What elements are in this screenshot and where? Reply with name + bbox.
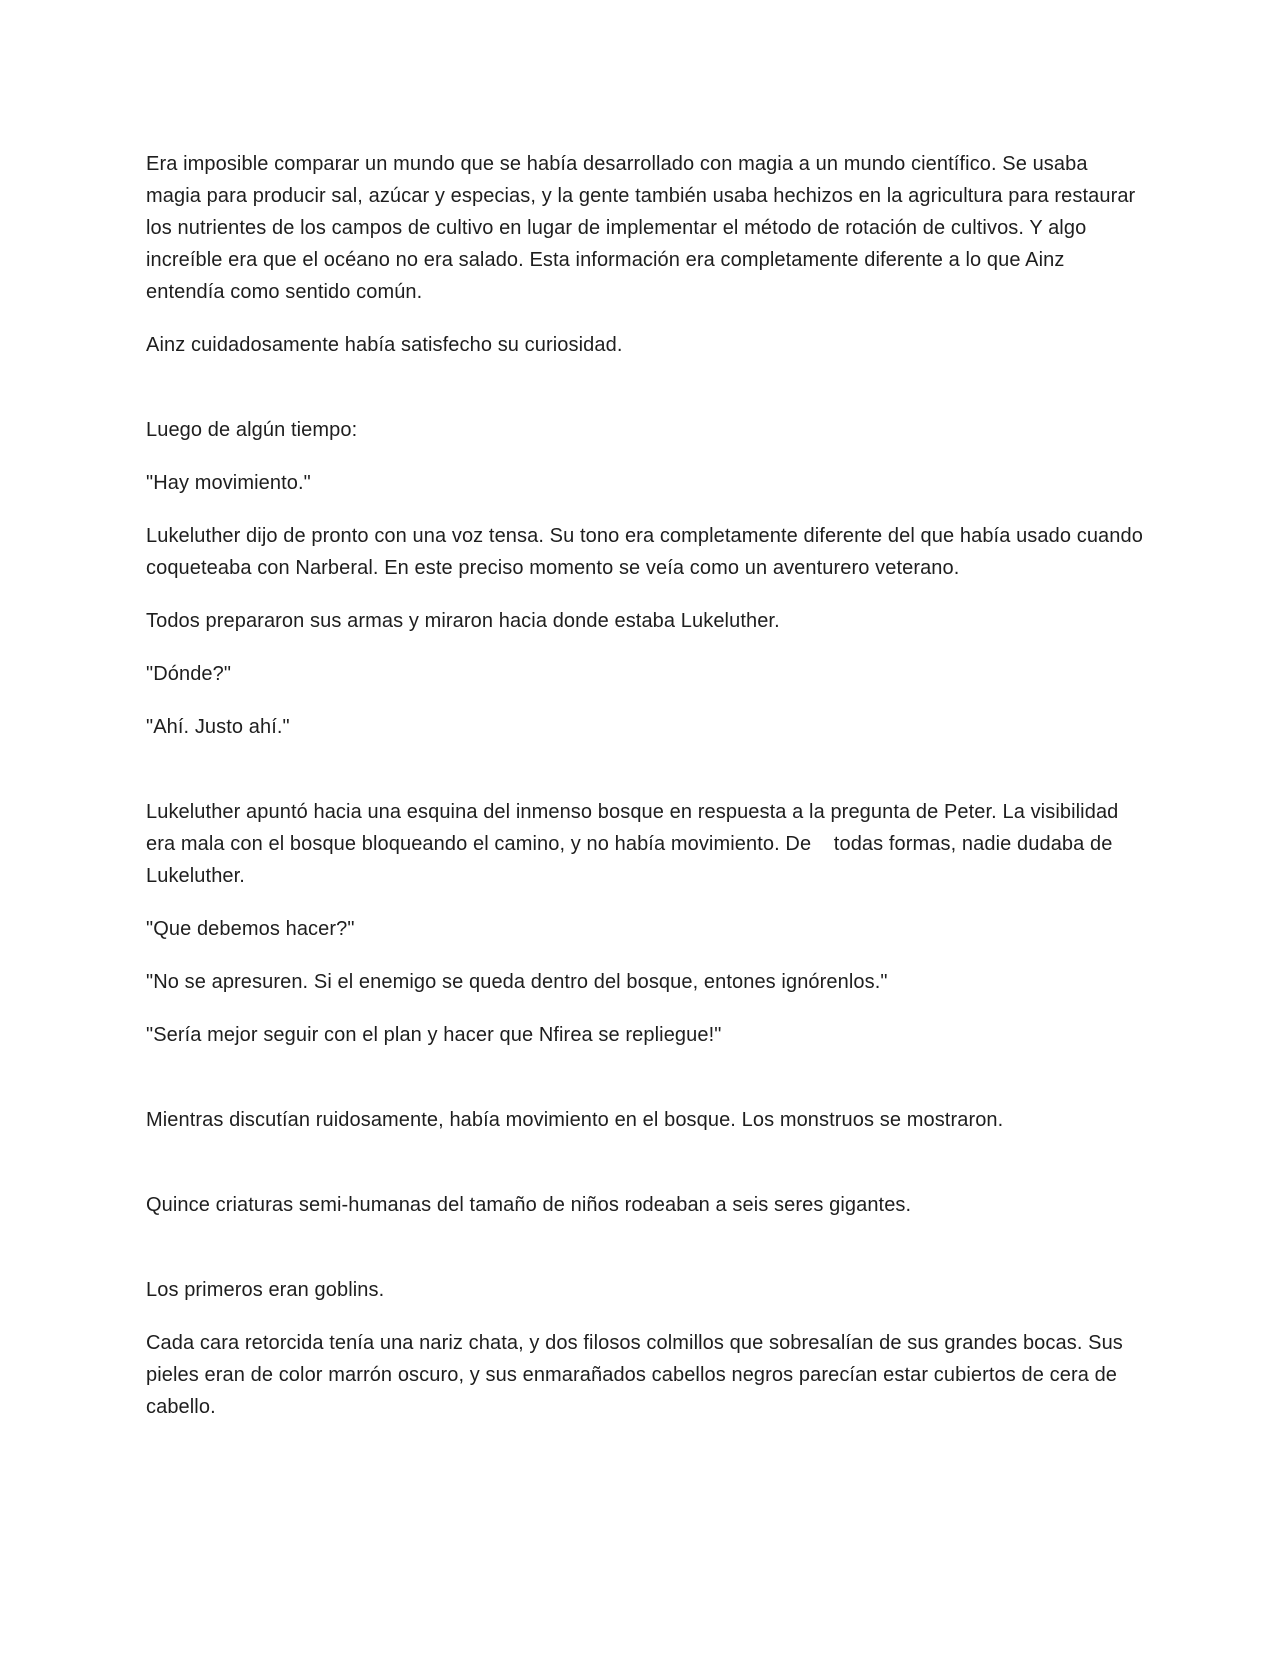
- paragraph-12: "Sería mejor seguir con el plan y hacer que Nfirea se repliegue!": [146, 1024, 722, 1046]
- paragraph-2: Ainz cuidadosamente había satisfecho su curiosidad.: [146, 334, 623, 356]
- paragraph-16: Cada cara retorcida tenía una nariz chata, y dos filosos colmillos que sobresalían de sus grandes bocas. Sus pieles eran de color marrón oscuro, y sus enmarañados cabellos negros parecían estar cubiertos de cera de cabello.: [146, 1332, 1129, 1418]
- paragraph-14: Quince criaturas semi-humanas del tamaño de niños rodeaban a seis seres gigantes.: [146, 1194, 912, 1216]
- paragraph-9: Lukeluther apuntó hacia una esquina del inmenso bosque en respuesta a la pregunta de Peter. La visibilidad era mala con el bosque bloqueando el camino, y no había movimiento. De todas formas, nadie dudaba de Lukeluther.: [146, 801, 1125, 887]
- paragraph-13: Mientras discutían ruidosamente, había movimiento en el bosque. Los monstruos se mostraron.: [146, 1109, 1004, 1131]
- document-body: [146, 148, 1149, 1444]
- paragraph-4: "Hay movimiento.": [146, 472, 311, 494]
- paragraph-5: Lukeluther dijo de pronto con una voz tensa. Su tono era completamente diferente del que había usado cuando coqueteaba con Narberal. En este preciso momento se veía como un aventurero veterano.: [146, 525, 1149, 579]
- paragraph-15: Los primeros eran goblins.: [146, 1279, 385, 1301]
- paragraph-11: "No se apresuren. Si el enemigo se queda dentro del bosque, entones ignórenlos.": [146, 971, 888, 993]
- paragraph-3: Luego de algún tiempo:: [146, 419, 358, 441]
- paragraph-8: "Ahí. Justo ahí.": [146, 716, 290, 738]
- paragraph-10: "Que debemos hacer?": [146, 918, 355, 940]
- paragraph-6: Todos prepararon sus armas y miraron hacia donde estaba Lukeluther.: [146, 610, 780, 632]
- paragraph-7: "Dónde?": [146, 663, 232, 685]
- paragraph-1: Era imposible comparar un mundo que se había desarrollado con magia a un mundo científico. Se usaba magia para producir sal, azúcar y especias, y la gente también usaba hechizos en la agricultura para restaurar los nutrientes de los campos de cultivo en lugar de implementar el método de rotación de cultivos. Y algo increíble era que el océano no era salado. Esta información era completamente diferente a lo que Ainz entendía como sentido común.: [146, 153, 1141, 303]
